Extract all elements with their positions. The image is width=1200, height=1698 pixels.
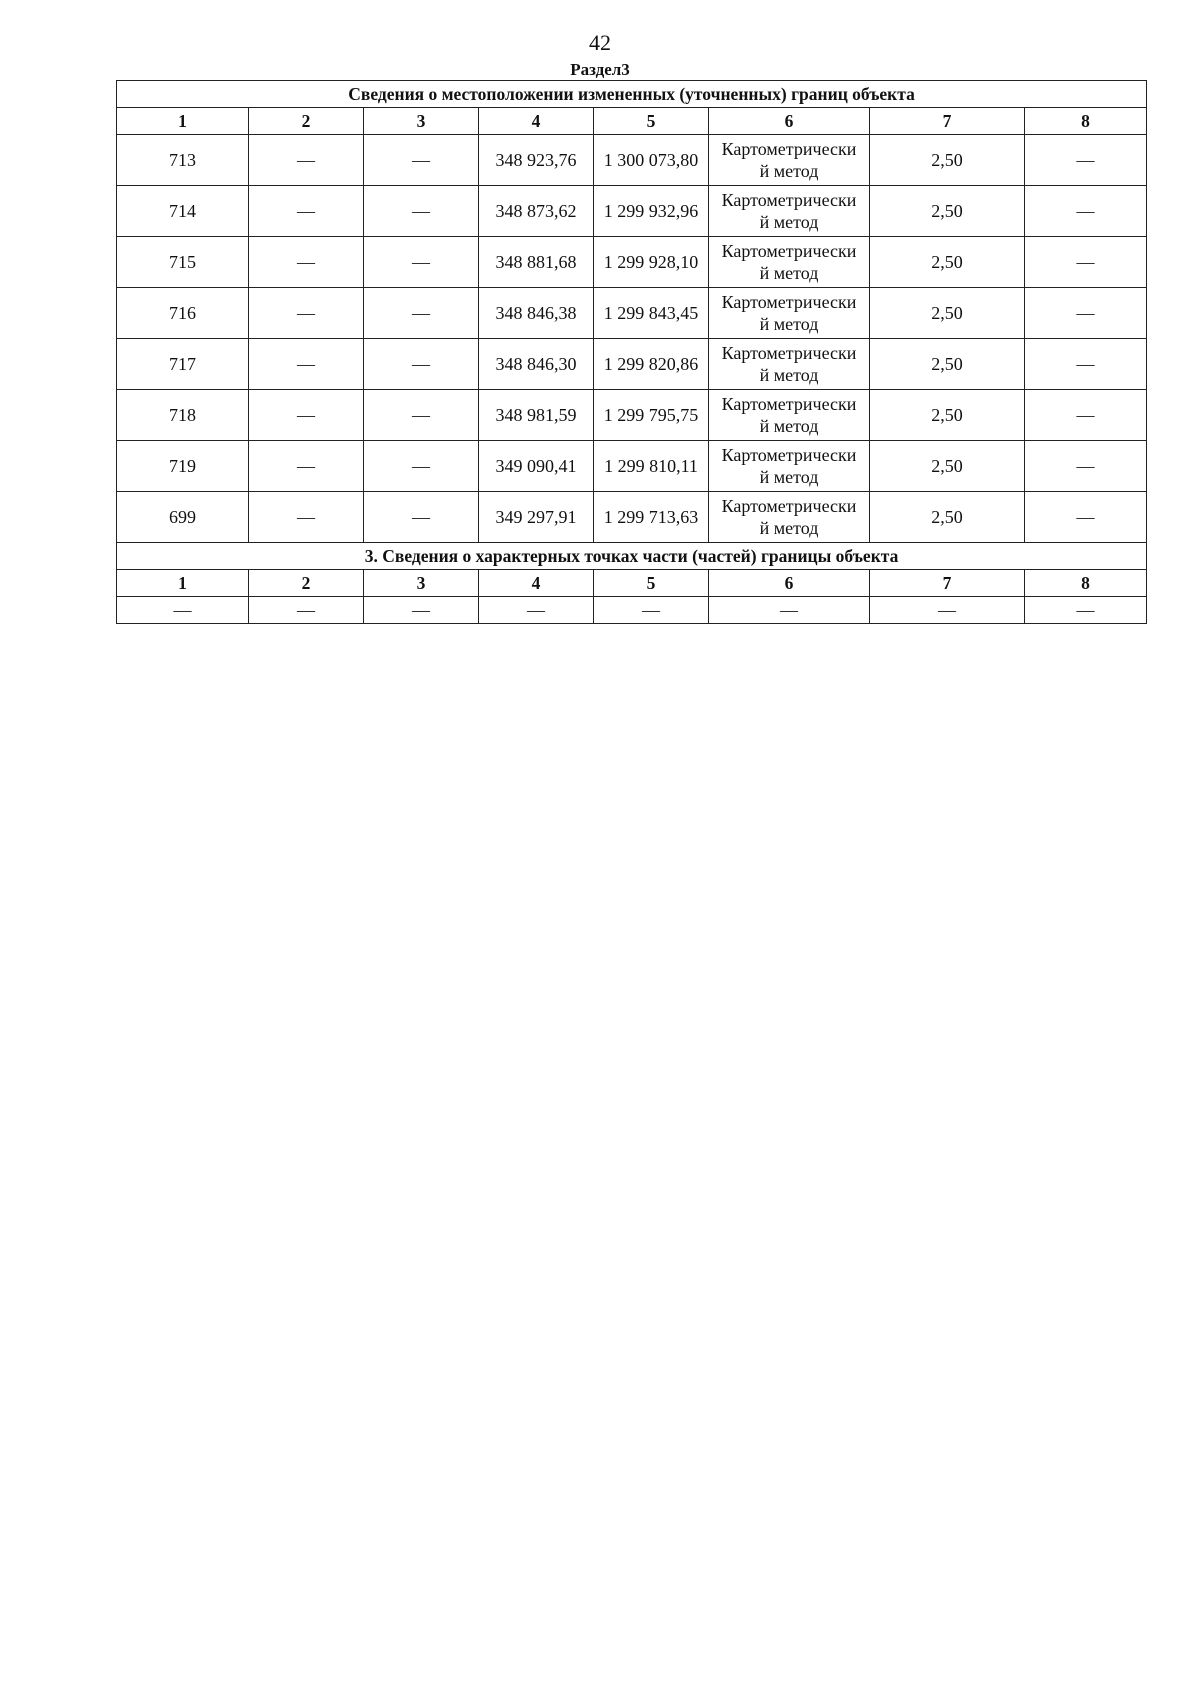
column-header: 2 bbox=[249, 108, 364, 135]
table-cell: — bbox=[249, 339, 364, 390]
method-line-1: Картометрически bbox=[721, 496, 857, 516]
table-cell: — bbox=[249, 597, 364, 624]
column-header: 3 bbox=[364, 570, 479, 597]
method-line-2: й метод bbox=[759, 365, 819, 385]
table-cell: — bbox=[1025, 135, 1147, 186]
table-cell: 2,50 bbox=[870, 288, 1025, 339]
column-header: 2 bbox=[249, 570, 364, 597]
boundary-table bbox=[116, 80, 1147, 624]
table-cell: 1 299 932,96 bbox=[594, 186, 709, 237]
table1-title: Сведения о местоположении измененных (уточненных) границ объекта bbox=[117, 81, 1147, 108]
table-cell: — bbox=[117, 597, 249, 624]
table-cell: 2,50 bbox=[870, 237, 1025, 288]
table1-header-row bbox=[117, 108, 1147, 135]
table-row bbox=[117, 492, 1147, 543]
method-line-1: Картометрически bbox=[721, 190, 857, 210]
column-header: 5 bbox=[594, 570, 709, 597]
table-cell: — bbox=[249, 288, 364, 339]
column-header: 4 bbox=[479, 570, 594, 597]
table-cell: — bbox=[249, 237, 364, 288]
method-cell bbox=[709, 288, 870, 339]
table-cell: 348 846,30 bbox=[479, 339, 594, 390]
table-cell: — bbox=[249, 390, 364, 441]
table-cell: 1 299 928,10 bbox=[594, 237, 709, 288]
table-cell: 1 299 713,63 bbox=[594, 492, 709, 543]
table-cell: 1 300 073,80 bbox=[594, 135, 709, 186]
table-body bbox=[117, 81, 1147, 624]
table-cell: — bbox=[1025, 390, 1147, 441]
table-cell: 715 bbox=[117, 237, 249, 288]
table-cell: — bbox=[1025, 441, 1147, 492]
method-cell bbox=[709, 186, 870, 237]
table-cell: — bbox=[249, 492, 364, 543]
method-line-2: й метод bbox=[759, 518, 819, 538]
method-cell bbox=[709, 390, 870, 441]
table-cell: — bbox=[1025, 597, 1147, 624]
method-line-1: Картометрически bbox=[721, 292, 857, 312]
column-header: 8 bbox=[1025, 570, 1147, 597]
table-cell: — bbox=[364, 186, 479, 237]
table-cell: 2,50 bbox=[870, 390, 1025, 441]
table-cell: — bbox=[249, 135, 364, 186]
table-cell: — bbox=[364, 390, 479, 441]
column-header: 6 bbox=[709, 570, 870, 597]
table-row bbox=[117, 186, 1147, 237]
table-cell: — bbox=[364, 597, 479, 624]
method-line-2: й метод bbox=[759, 467, 819, 487]
table-cell: — bbox=[364, 288, 479, 339]
table-cell: 713 bbox=[117, 135, 249, 186]
table2-title-row bbox=[117, 543, 1147, 570]
table-cell: 2,50 bbox=[870, 186, 1025, 237]
table-row bbox=[117, 441, 1147, 492]
table-cell: — bbox=[870, 597, 1025, 624]
method-line-2: й метод bbox=[759, 416, 819, 436]
table-cell: — bbox=[594, 597, 709, 624]
table-cell: 1 299 843,45 bbox=[594, 288, 709, 339]
table2-header-row bbox=[117, 570, 1147, 597]
table-cell: 714 bbox=[117, 186, 249, 237]
table-cell: — bbox=[709, 597, 870, 624]
table-row bbox=[117, 597, 1147, 624]
column-header: 7 bbox=[870, 570, 1025, 597]
table-cell: 348 881,68 bbox=[479, 237, 594, 288]
table-cell: — bbox=[249, 441, 364, 492]
method-line-1: Картометрически bbox=[721, 394, 857, 414]
table-cell: 349 090,41 bbox=[479, 441, 594, 492]
section-title: Раздел3 bbox=[570, 60, 630, 79]
table-row bbox=[117, 237, 1147, 288]
table-cell: 1 299 820,86 bbox=[594, 339, 709, 390]
table-cell: — bbox=[364, 492, 479, 543]
table-cell: 2,50 bbox=[870, 135, 1025, 186]
column-header: 5 bbox=[594, 108, 709, 135]
method-line-2: й метод bbox=[759, 263, 819, 283]
column-header: 8 bbox=[1025, 108, 1147, 135]
method-line-1: Картометрически bbox=[721, 343, 857, 363]
method-cell bbox=[709, 135, 870, 186]
method-line-1: Картометрически bbox=[721, 445, 857, 465]
column-header: 4 bbox=[479, 108, 594, 135]
table-cell: 1 299 810,11 bbox=[594, 441, 709, 492]
column-header: 7 bbox=[870, 108, 1025, 135]
table-row bbox=[117, 135, 1147, 186]
table-cell: 699 bbox=[117, 492, 249, 543]
table-cell: 348 873,62 bbox=[479, 186, 594, 237]
column-header: 6 bbox=[709, 108, 870, 135]
table-cell: 348 846,38 bbox=[479, 288, 594, 339]
table-cell: — bbox=[1025, 492, 1147, 543]
table-cell: 719 bbox=[117, 441, 249, 492]
method-line-2: й метод bbox=[759, 314, 819, 334]
method-cell bbox=[709, 339, 870, 390]
table-cell: 1 299 795,75 bbox=[594, 390, 709, 441]
table-cell: — bbox=[249, 186, 364, 237]
table-row bbox=[117, 339, 1147, 390]
method-line-1: Картометрически bbox=[721, 241, 857, 261]
table-cell: 2,50 bbox=[870, 339, 1025, 390]
table-cell: — bbox=[364, 339, 479, 390]
table-cell: — bbox=[479, 597, 594, 624]
table-cell: 2,50 bbox=[870, 492, 1025, 543]
table-cell: 348 981,59 bbox=[479, 390, 594, 441]
table-cell: 717 bbox=[117, 339, 249, 390]
table-cell: — bbox=[364, 441, 479, 492]
method-line-1: Картометрически bbox=[721, 139, 857, 159]
method-cell bbox=[709, 492, 870, 543]
method-cell bbox=[709, 441, 870, 492]
table2-title: 3. Сведения о характерных точках части (частей) границы объекта bbox=[117, 543, 1147, 570]
table-cell: 349 297,91 bbox=[479, 492, 594, 543]
table-row bbox=[117, 390, 1147, 441]
method-line-2: й метод bbox=[759, 212, 819, 232]
column-header: 1 bbox=[117, 108, 249, 135]
table-cell: — bbox=[1025, 339, 1147, 390]
column-header: 1 bbox=[117, 570, 249, 597]
column-header: 3 bbox=[364, 108, 479, 135]
table-cell: — bbox=[1025, 237, 1147, 288]
method-cell bbox=[709, 237, 870, 288]
method-line-2: й метод bbox=[759, 161, 819, 181]
table-cell: — bbox=[1025, 186, 1147, 237]
table-cell: — bbox=[1025, 288, 1147, 339]
table-cell: 348 923,76 bbox=[479, 135, 594, 186]
table-cell: 716 bbox=[117, 288, 249, 339]
table-cell: — bbox=[364, 135, 479, 186]
table-cell: 718 bbox=[117, 390, 249, 441]
table-cell: 2,50 bbox=[870, 441, 1025, 492]
table1-title-row bbox=[117, 81, 1147, 108]
table-row bbox=[117, 288, 1147, 339]
table-cell: — bbox=[364, 237, 479, 288]
page-number: 42 bbox=[589, 30, 611, 55]
